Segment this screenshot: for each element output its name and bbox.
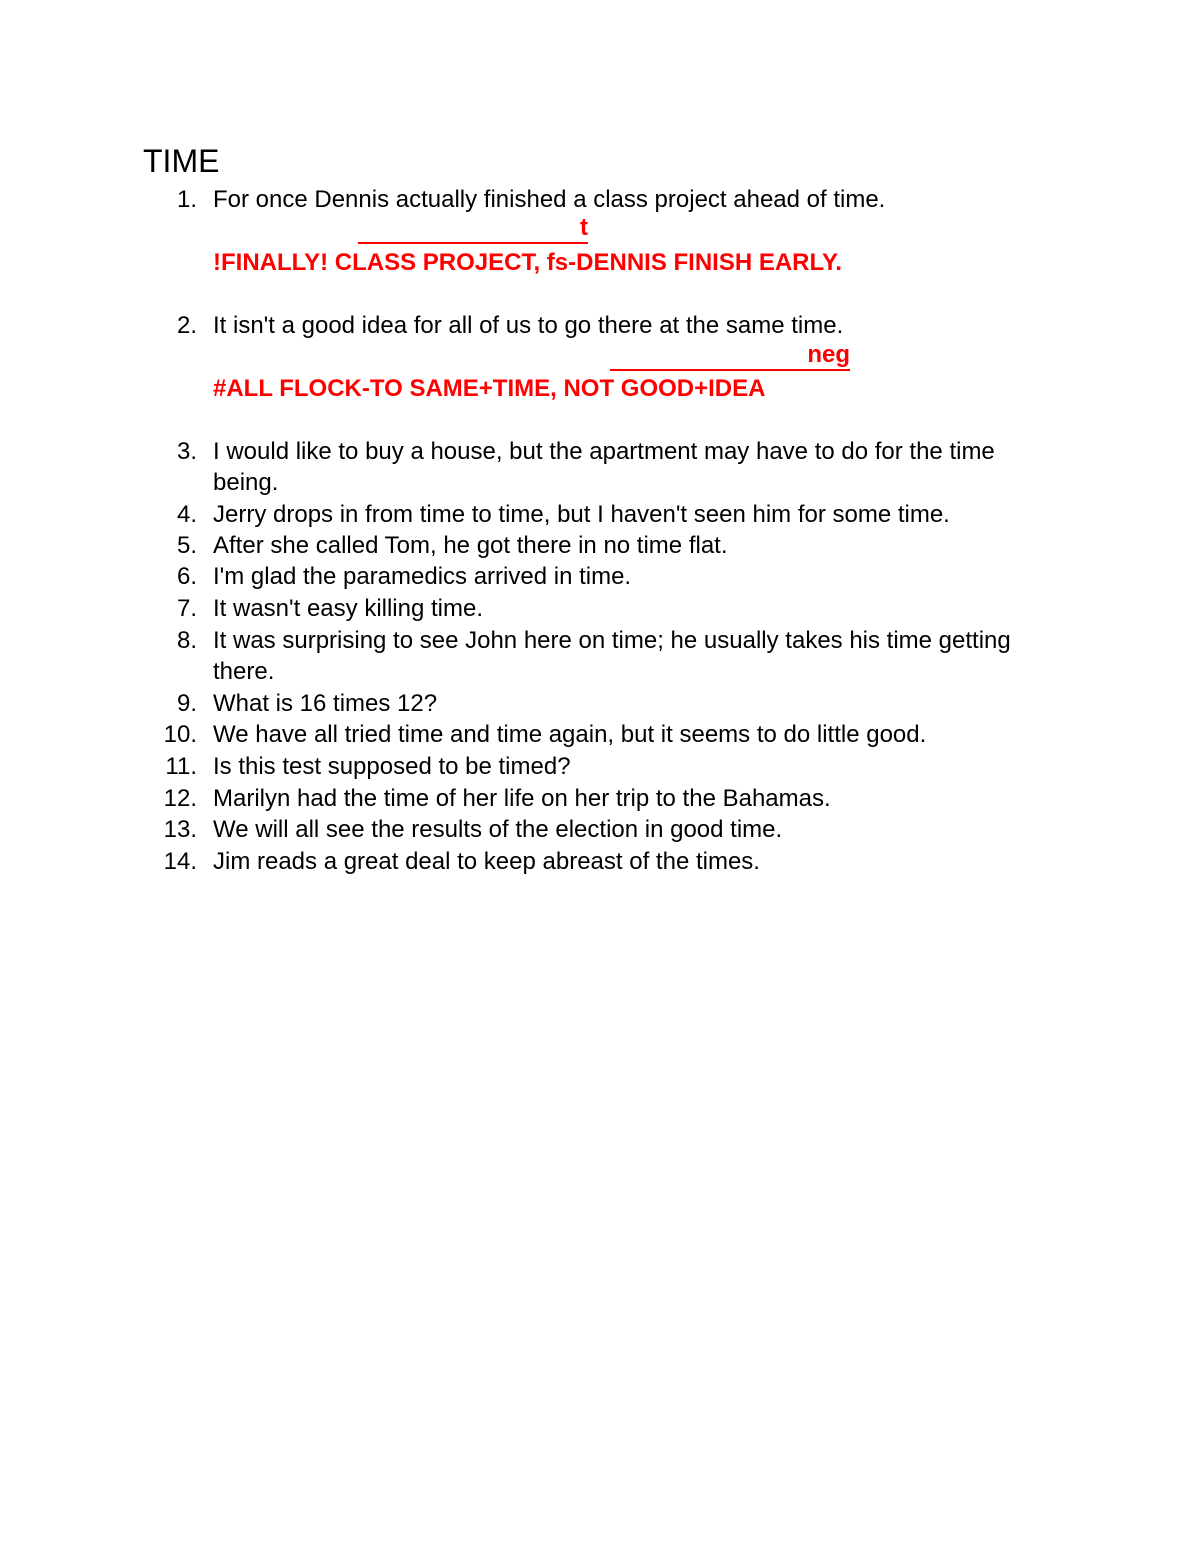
item-number: 6. bbox=[176, 563, 197, 590]
item-number: 4. bbox=[176, 501, 197, 528]
item-text: Is this test supposed to be timed? bbox=[213, 753, 571, 780]
item-number: 10. bbox=[163, 721, 197, 748]
item-number: 11. bbox=[165, 753, 197, 780]
item-text: Jerry drops in from time to time, but I haven't seen him for some time. bbox=[213, 501, 950, 528]
gloss-marker-2: neg bbox=[610, 341, 850, 371]
item-number: 1. bbox=[176, 186, 197, 213]
item-number: 9. bbox=[176, 690, 197, 717]
page-title: TIME bbox=[143, 143, 220, 179]
item-text-continued: being. bbox=[213, 469, 279, 496]
item-number: 13. bbox=[163, 816, 197, 843]
gloss-line-2: #ALL FLOCK-TO SAME+TIME, NOT GOOD+IDEA bbox=[213, 375, 766, 402]
item-text: For once Dennis actually finished a class project ahead of time. bbox=[213, 186, 886, 213]
item-text-continued: there. bbox=[213, 658, 275, 685]
item-text: Marilyn had the time of her life on her trip to the Bahamas. bbox=[213, 785, 831, 812]
item-number: 12. bbox=[163, 785, 197, 812]
item-text: It isn't a good idea for all of us to go there at the same time. bbox=[213, 312, 844, 339]
item-text: I would like to buy a house, but the apartment may have to do for the time bbox=[213, 438, 995, 465]
gloss-line-1: !FINALLY! CLASS PROJECT, fs-DENNIS FINISH EARLY. bbox=[213, 249, 842, 276]
gloss-marker-1: t bbox=[358, 214, 588, 244]
item-number: 7. bbox=[176, 595, 197, 622]
item-text: I'm glad the paramedics arrived in time. bbox=[213, 563, 632, 590]
item-number: 2. bbox=[176, 312, 197, 339]
item-text: After she called Tom, he got there in no time flat. bbox=[213, 532, 728, 559]
item-text: It was surprising to see John here on time; he usually takes his time getting bbox=[213, 627, 1011, 654]
item-number: 3. bbox=[176, 438, 197, 465]
item-text: We have all tried time and time again, but it seems to do little good. bbox=[213, 721, 927, 748]
item-number: 5. bbox=[176, 532, 197, 559]
item-number: 8. bbox=[176, 627, 197, 654]
item-text: What is 16 times 12? bbox=[213, 690, 438, 717]
item-text: It wasn't easy killing time. bbox=[213, 595, 484, 622]
item-number: 14. bbox=[163, 848, 197, 875]
item-text: We will all see the results of the election in good time. bbox=[213, 816, 783, 843]
item-text: Jim reads a great deal to keep abreast of the times. bbox=[213, 848, 760, 875]
